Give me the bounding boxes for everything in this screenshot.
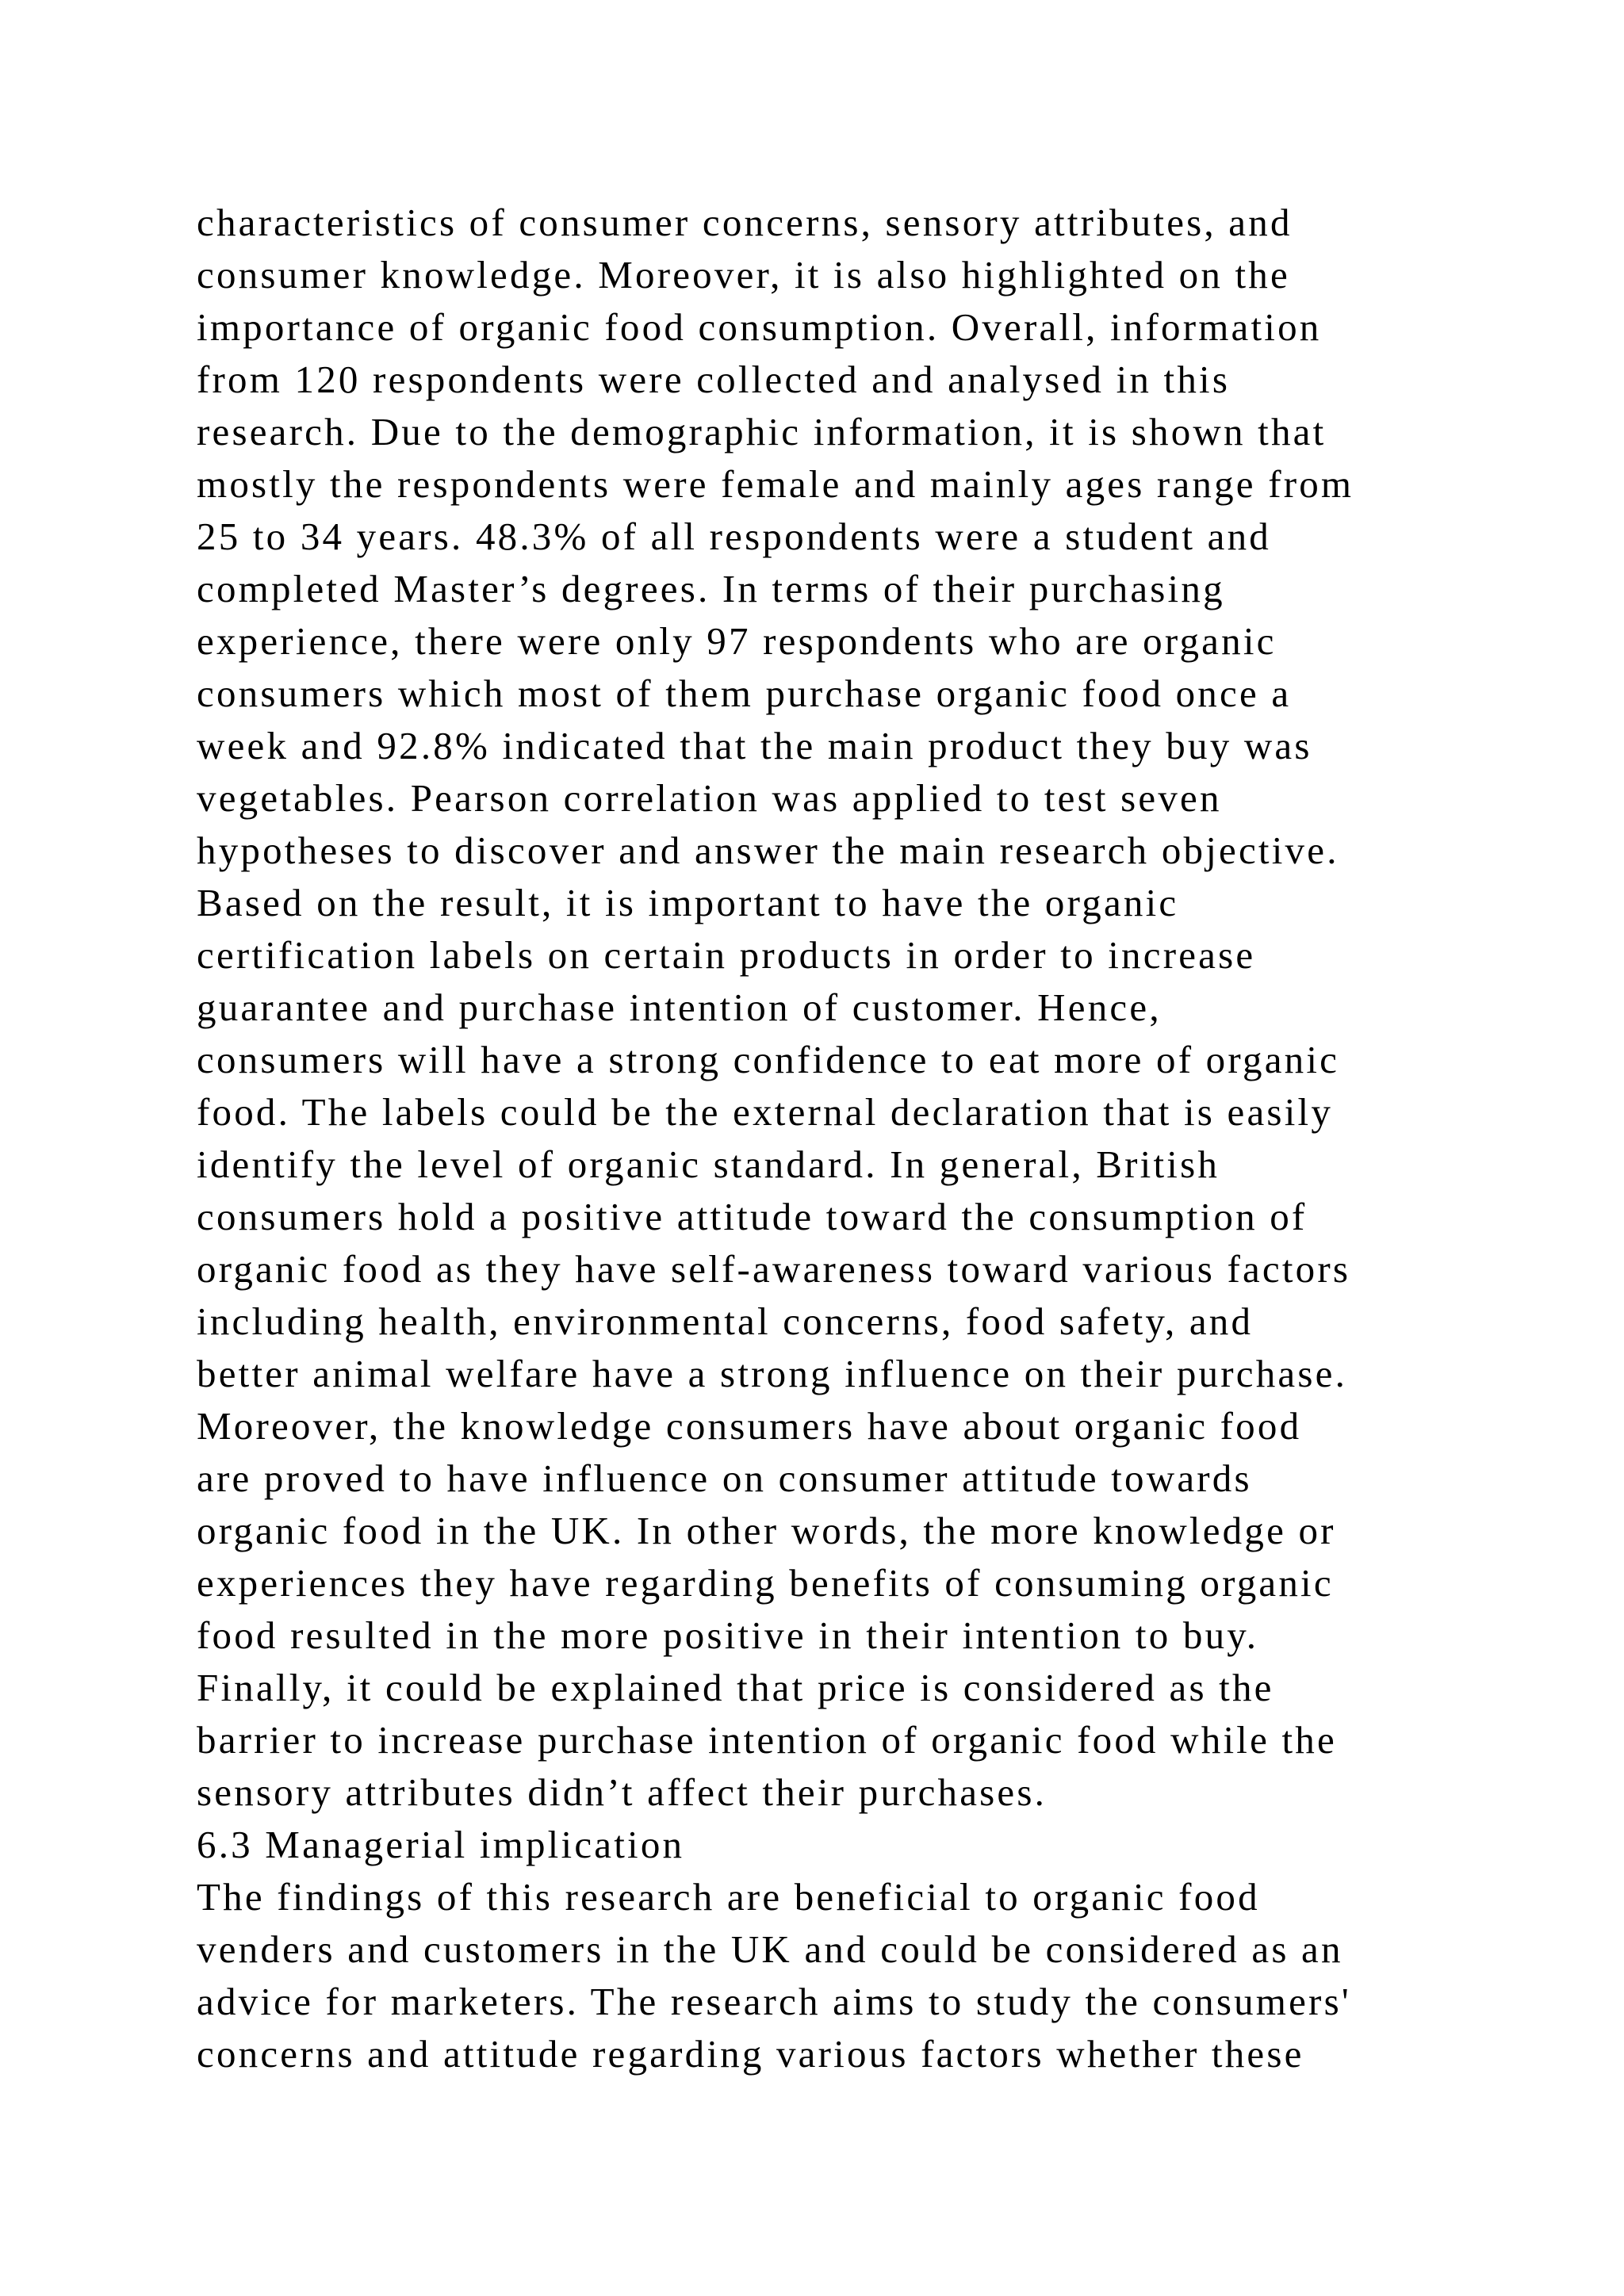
text-line: certification labels on certain products in order to increase (197, 933, 1256, 977)
text-line: week and 92.8% indicated that the main product they buy was (197, 724, 1312, 767)
text-line: characteristics of consumer concerns, sensory attributes, and (197, 201, 1293, 244)
text-line: identify the level of organic standard. In general, British (197, 1142, 1220, 1186)
text-line: hypotheses to discover and answer the main research objective. (197, 828, 1339, 872)
text-line: mostly the respondents were female and mainly ages range from (197, 462, 1354, 506)
text-line: venders and customers in the UK and could be considered as an (197, 1927, 1343, 1971)
text-line: barrier to increase purchase intention of organic food while the (197, 1718, 1337, 1762)
text-line: experience, there were only 97 respondents who are organic (197, 619, 1277, 663)
text-line: The findings of this research are beneficial to organic food (197, 1875, 1260, 1919)
body-text (197, 197, 1465, 2080)
text-line: research. Due to the demographic information, it is shown that (197, 410, 1327, 453)
text-line: Finally, it could be explained that price is considered as the (197, 1666, 1274, 1709)
text-line: advice for marketers. The research aims to study the consumers' (197, 1980, 1351, 2023)
text-line: consumers will have a strong confidence to eat more of organic (197, 1038, 1340, 1081)
text-line: completed Master’s degrees. In terms of their purchasing (197, 567, 1225, 610)
text-line: organic food in the UK. In other words, the more knowledge or (197, 1509, 1336, 1552)
text-line: importance of organic food consumption. Overall, information (197, 305, 1322, 349)
text-line: guarantee and purchase intention of customer. Hence, (197, 985, 1162, 1029)
text-line: food. The labels could be the external declaration that is easily (197, 1090, 1334, 1134)
text-line: including health, environmental concerns, food safety, and (197, 1299, 1254, 1343)
text-line: consumers which most of them purchase organic food once a (197, 672, 1292, 715)
text-line: vegetables. Pearson correlation was applied to test seven (197, 776, 1222, 820)
section-heading: 6.3 Managerial implication (197, 1823, 685, 1866)
text-line: food resulted in the more positive in their intention to buy. (197, 1613, 1259, 1657)
text-line: organic food as they have self-awareness toward various factors (197, 1247, 1351, 1291)
text-line: Based on the result, it is important to have the organic (197, 881, 1179, 924)
text-line: are proved to have influence on consumer attitude towards (197, 1456, 1252, 1500)
text-line: 25 to 34 years. 48.3% of all respondents were a student and (197, 515, 1271, 558)
text-line: better animal welfare have a strong influence on their purchase. (197, 1352, 1348, 1395)
text-line: from 120 respondents were collected and analysed in this (197, 358, 1231, 401)
text-line: consumer knowledge. Moreover, it is also highlighted on the (197, 253, 1290, 297)
text-line: consumers hold a positive attitude toward the consumption of (197, 1195, 1308, 1238)
text-line: concerns and attitude regarding various factors whether these (197, 2032, 1304, 2076)
text-line: sensory attributes didn’t affect their purchases. (197, 1770, 1048, 1814)
text-line: experiences they have regarding benefits of consuming organic (197, 1561, 1334, 1605)
text-line: Moreover, the knowledge consumers have about organic food (197, 1404, 1302, 1448)
